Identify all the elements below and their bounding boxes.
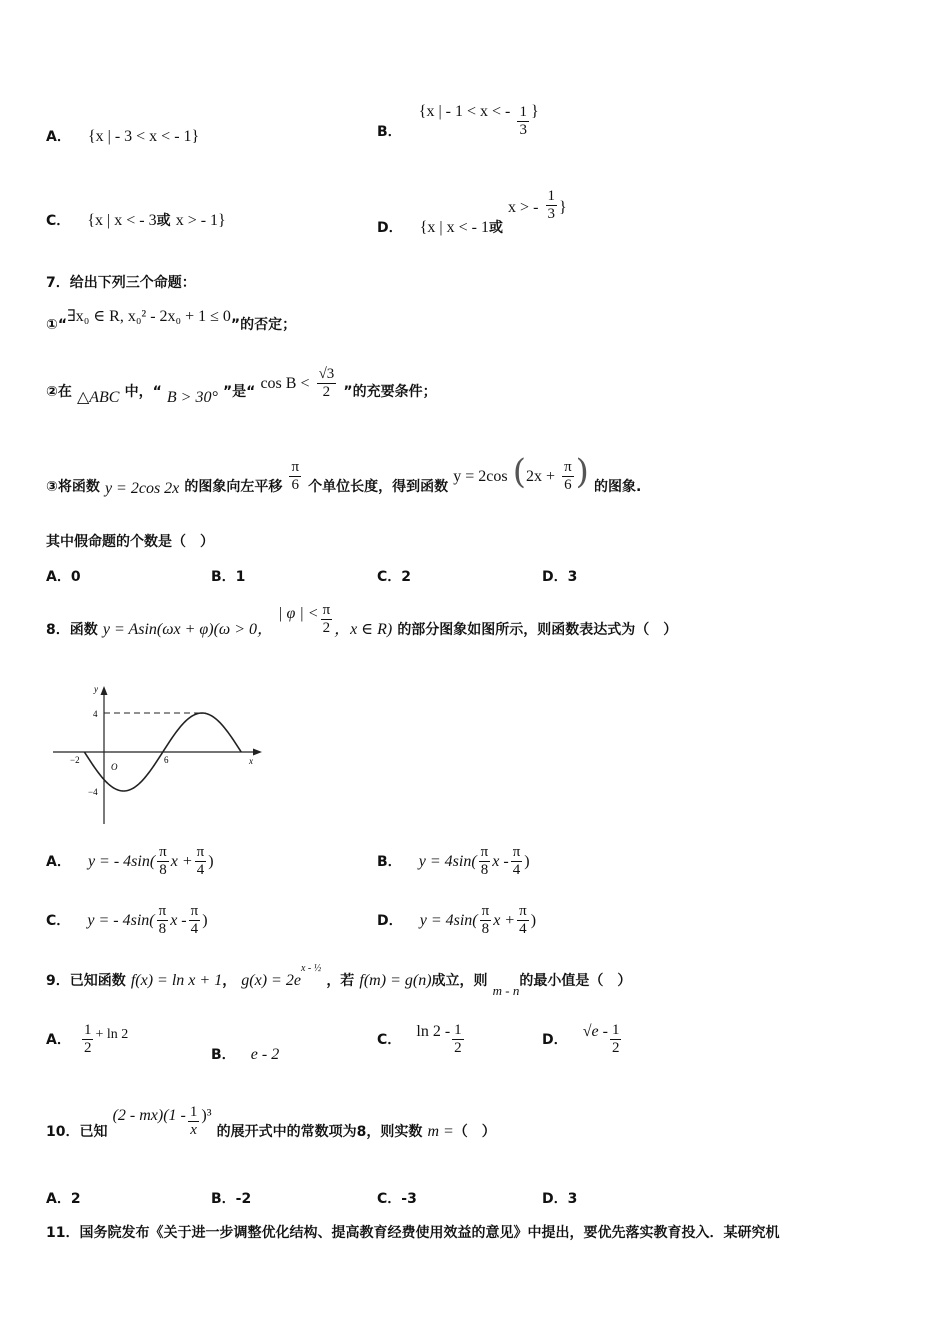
q6-option-a	[46, 126, 199, 146]
f-definition: f(x) = ln x + 1	[130, 972, 223, 989]
paren: )	[530, 912, 537, 929]
mid2: 个单位长度，得到函数	[308, 479, 449, 495]
option-mid: x -	[492, 853, 509, 870]
paren-left: (	[512, 452, 526, 492]
fraction: $\frac{\pi}{6}$	[291, 459, 300, 493]
prefix: ②在	[46, 384, 72, 400]
q7-proposition-2	[46, 366, 437, 406]
tick-label-neg4: −4	[88, 787, 98, 797]
fraction: $\frac{1}{2}$	[83, 1022, 92, 1056]
q10-option-d: D．3	[542, 1191, 578, 1207]
brace: }	[559, 199, 567, 216]
q8-option-d	[377, 903, 536, 938]
expression: m - n	[492, 983, 520, 998]
fraction: $\frac{\pi}{8}$	[159, 844, 167, 878]
q7-stem: 7．给出下列三个命题：	[46, 275, 196, 291]
q9-option-c	[377, 1022, 466, 1057]
paren: )	[208, 853, 214, 870]
comma: ，	[222, 973, 237, 989]
fraction: $\frac{\pi}{4}$	[196, 844, 205, 878]
paren-right: )	[575, 452, 589, 492]
phi: | φ | <	[278, 605, 319, 622]
fraction: $\frac{√3}{2}$	[318, 366, 335, 400]
g-definition: g(x) = 2e	[241, 972, 301, 989]
q8-option-b	[377, 844, 530, 879]
q9-option-b	[211, 1044, 279, 1064]
cos: cos B <	[260, 375, 310, 392]
variable: m =	[427, 1123, 454, 1140]
option-text: √e -	[582, 1023, 608, 1040]
option-label: B．	[377, 854, 402, 870]
stem: 10．已知	[46, 1124, 108, 1140]
stem-4: 的最小值是（ ）	[519, 973, 632, 989]
stem-3: 成立，则	[431, 973, 488, 989]
q10-option-c: C．-3	[377, 1191, 417, 1207]
fraction: $\frac{\pi}{8}$	[481, 903, 490, 937]
q6-option-d	[377, 188, 567, 236]
expression: (2 - mx)(1 -	[112, 1107, 186, 1124]
option-text: {x | x < - 1	[419, 219, 489, 236]
fraction: $\frac{\pi}{4}$	[519, 903, 527, 937]
q8-option-a	[46, 844, 214, 879]
option-label: A．	[46, 129, 71, 145]
option-text-2: x > -	[508, 199, 539, 216]
func: y = 2cos 2x	[104, 480, 180, 497]
fraction: $\frac{\pi}{6}$	[564, 459, 572, 493]
option-label: D．	[377, 913, 403, 929]
option-text: y = - 4sin(	[87, 853, 156, 870]
domain: ，x ∈ R)	[334, 621, 393, 638]
origin-label: O	[111, 762, 118, 772]
option-label: A．	[46, 854, 71, 870]
stem-2: ，若	[326, 973, 355, 989]
stem-2: 的展开式中的常数项为8，则实数	[216, 1124, 423, 1140]
sine-graph	[48, 682, 268, 830]
q7-proposition-1	[46, 306, 297, 333]
q11-stem: 11．国务院发布《关于进一步调整优化结构、提高教育经费使用效益的意见》中提出，要优先落实教育投入．某研究机	[46, 1225, 780, 1241]
option-text-2: x > - 1}	[175, 212, 226, 229]
suffix: ”的否定；	[230, 317, 297, 333]
option-text: + ln 2	[95, 1027, 129, 1042]
option-label: B．	[211, 1047, 236, 1063]
q7-option-a: A．0	[46, 569, 81, 585]
prefix: ③将函数	[46, 479, 100, 495]
x-axis-arrow-icon	[253, 749, 262, 756]
option-text: {x | - 1 < x < -	[418, 103, 511, 120]
mid: 中，“	[124, 384, 162, 400]
is: ”是“	[222, 384, 256, 400]
q10-stem	[46, 1104, 496, 1139]
y-axis-label: y	[94, 684, 98, 694]
q10-option-b: B．-2	[211, 1191, 252, 1207]
condition: f(m) = g(n)	[359, 972, 432, 989]
q6-option-b	[377, 104, 539, 139]
q7-option-c: C．2	[377, 569, 412, 585]
prefix: ①“	[46, 317, 68, 333]
fraction: $\frac{\pi}{2}$	[322, 602, 331, 636]
option-text: ln 2 -	[416, 1023, 451, 1040]
q9-option-d	[542, 1022, 623, 1057]
option-text: y = - 4sin(	[87, 912, 155, 929]
option-label: C．	[377, 1032, 402, 1048]
q10-option-a: A．2	[46, 1191, 81, 1207]
option-label: D．	[542, 1032, 568, 1048]
q7-option-b: B．1	[211, 569, 246, 585]
option-label: C．	[46, 913, 71, 929]
option-mid: x +	[170, 853, 193, 870]
stem-3: （ ）	[453, 1124, 496, 1140]
option-label: A．	[46, 1032, 71, 1048]
condition: B > 30°	[166, 389, 218, 406]
exponent: x - ½	[300, 962, 322, 974]
option-mid: x +	[493, 912, 516, 929]
or-word: 或	[488, 220, 503, 236]
q8-stem	[46, 602, 677, 637]
math: ∃x₀ ∈ R, x₀² - 2x₀ + 1 ≤ 0	[67, 308, 231, 325]
q7-proposition-3	[46, 450, 642, 497]
option-text: e - 2	[250, 1046, 280, 1063]
option-text: y = 4sin(	[418, 853, 477, 870]
option-label: B．	[377, 124, 402, 140]
fraction: $\frac{\pi}{8}$	[480, 844, 489, 878]
func: y = Asin(ωx + φ)(ω > 0，	[102, 621, 274, 638]
tick-label-neg2: −2	[70, 755, 80, 765]
suffix: 的图象.	[594, 479, 642, 495]
tick-label-4: 4	[93, 709, 98, 719]
tick-label-6: 6	[164, 755, 169, 765]
stem-2: 的部分图象如图所示，则函数表达式为（ ）	[397, 622, 678, 638]
mid: 的图象向左平移	[184, 479, 283, 495]
option-mid: x -	[170, 912, 187, 929]
y-axis-arrow-icon	[101, 686, 108, 695]
option-label: C．	[46, 213, 71, 229]
fraction: $\frac{1}{3}$	[519, 104, 527, 138]
q7-option-d: D．3	[542, 569, 578, 585]
brace: }	[530, 103, 539, 120]
fraction: $\frac{1}{2}$	[611, 1022, 620, 1056]
func2: y = 2cos	[453, 468, 508, 485]
q9-option-a	[46, 1022, 128, 1057]
x-axis-label: x	[249, 756, 253, 766]
suffix: ”的充要条件；	[343, 384, 437, 400]
fraction: $\frac{1}{3}$	[547, 188, 555, 222]
stem: 8．函数	[46, 622, 98, 638]
paren: )	[524, 853, 530, 870]
fraction: $\frac{\pi}{4}$	[190, 903, 199, 937]
q7-question: 其中假命题的个数是（ ）	[46, 534, 214, 550]
paren: )	[202, 912, 208, 929]
option-text: y = 4sin(	[419, 912, 478, 929]
option-text: {x | - 3 < x < - 1}	[87, 128, 200, 145]
q8-option-c	[46, 903, 208, 938]
fraction: $\frac{1}{2}$	[454, 1022, 462, 1056]
triangle: △ABC	[76, 389, 120, 406]
q6-option-c	[46, 210, 226, 230]
expression-2: )³	[201, 1107, 212, 1124]
stem: 9．已知函数	[46, 973, 126, 989]
fraction: $\frac{\pi}{8}$	[158, 903, 167, 937]
or-word: 或	[156, 213, 171, 229]
func2-arg: 2x +	[525, 468, 555, 485]
fraction: $\frac{1}{x}$	[189, 1104, 198, 1138]
option-label: D．	[377, 220, 403, 236]
option-text: {x | x < - 3	[87, 212, 157, 229]
fraction: $\frac{\pi}{4}$	[512, 844, 521, 878]
